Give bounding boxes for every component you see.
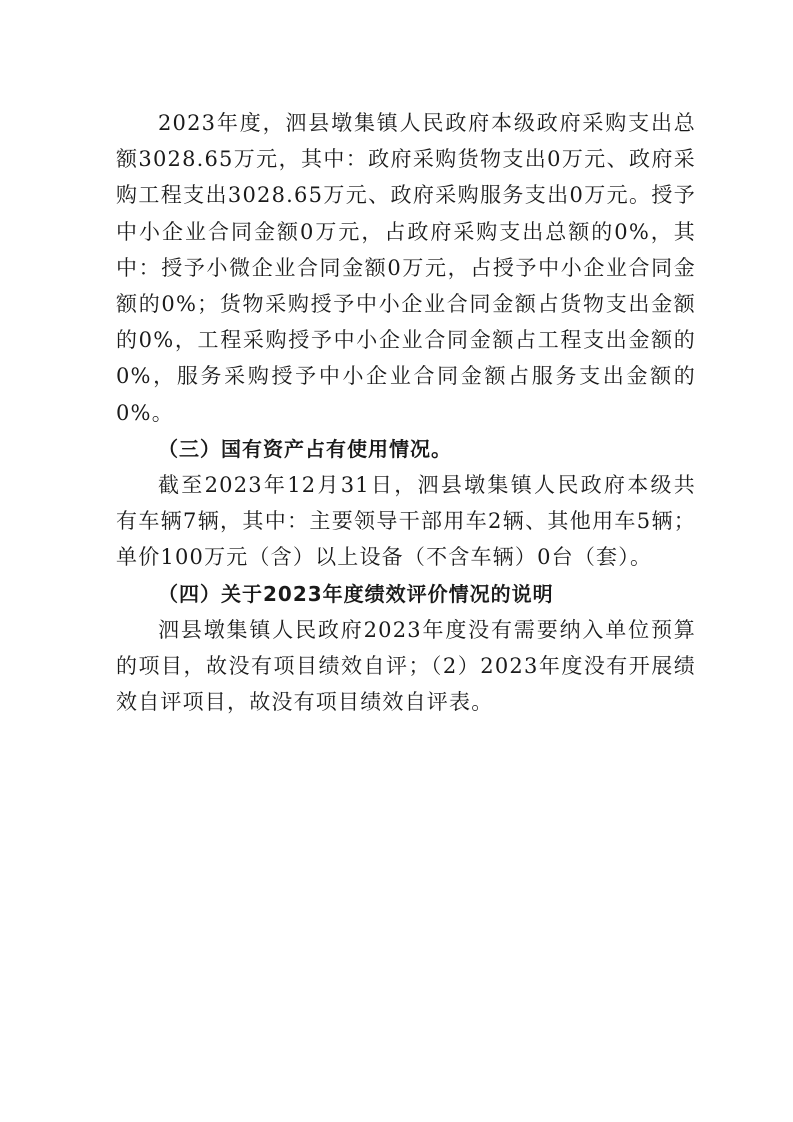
assets-paragraph: 截至2023年12月31日，泗县墩集镇人民政府本级共有车辆7辆，其中：主要领导干部用车2辆、其他用车5辆；单价100万元（含）以上设备（不含车辆）0台（套）。 — [116, 473, 696, 570]
section-heading-performance: （四）关于2023年度绩效评价情况的说明 — [158, 581, 554, 606]
performance-paragraph: 泗县墩集镇人民政府2023年度没有需要纳入单位预算的项目，故没有项目绩效自评；（2）2023年度没有开展绩效自评项目，故没有项目绩效自评表。 — [116, 617, 696, 715]
section-heading-assets: （三）国有资产占有使用情况。 — [158, 436, 452, 461]
document-body — [116, 105, 696, 720]
procurement-paragraph: 2023年度，泗县墩集镇人民政府本级政府采购支出总额3028.65万元，其中：政府采购货物支出0万元、政府采购工程支出3028.65万元、政府采购服务支出0万元。授予中小企业合同金额0万元，占政府采购支出总额的0%，其中：授予小微企业合同金额0万元，占授予中小企业合同金额的0%；货物采购授予中小企业合同金额占货物支出金额的0%，工程采购授予中小企业合同金额占工程支出金额的0%，服务采购授予中小企业合同金额占服务支出金额的0%。 — [116, 111, 696, 425]
